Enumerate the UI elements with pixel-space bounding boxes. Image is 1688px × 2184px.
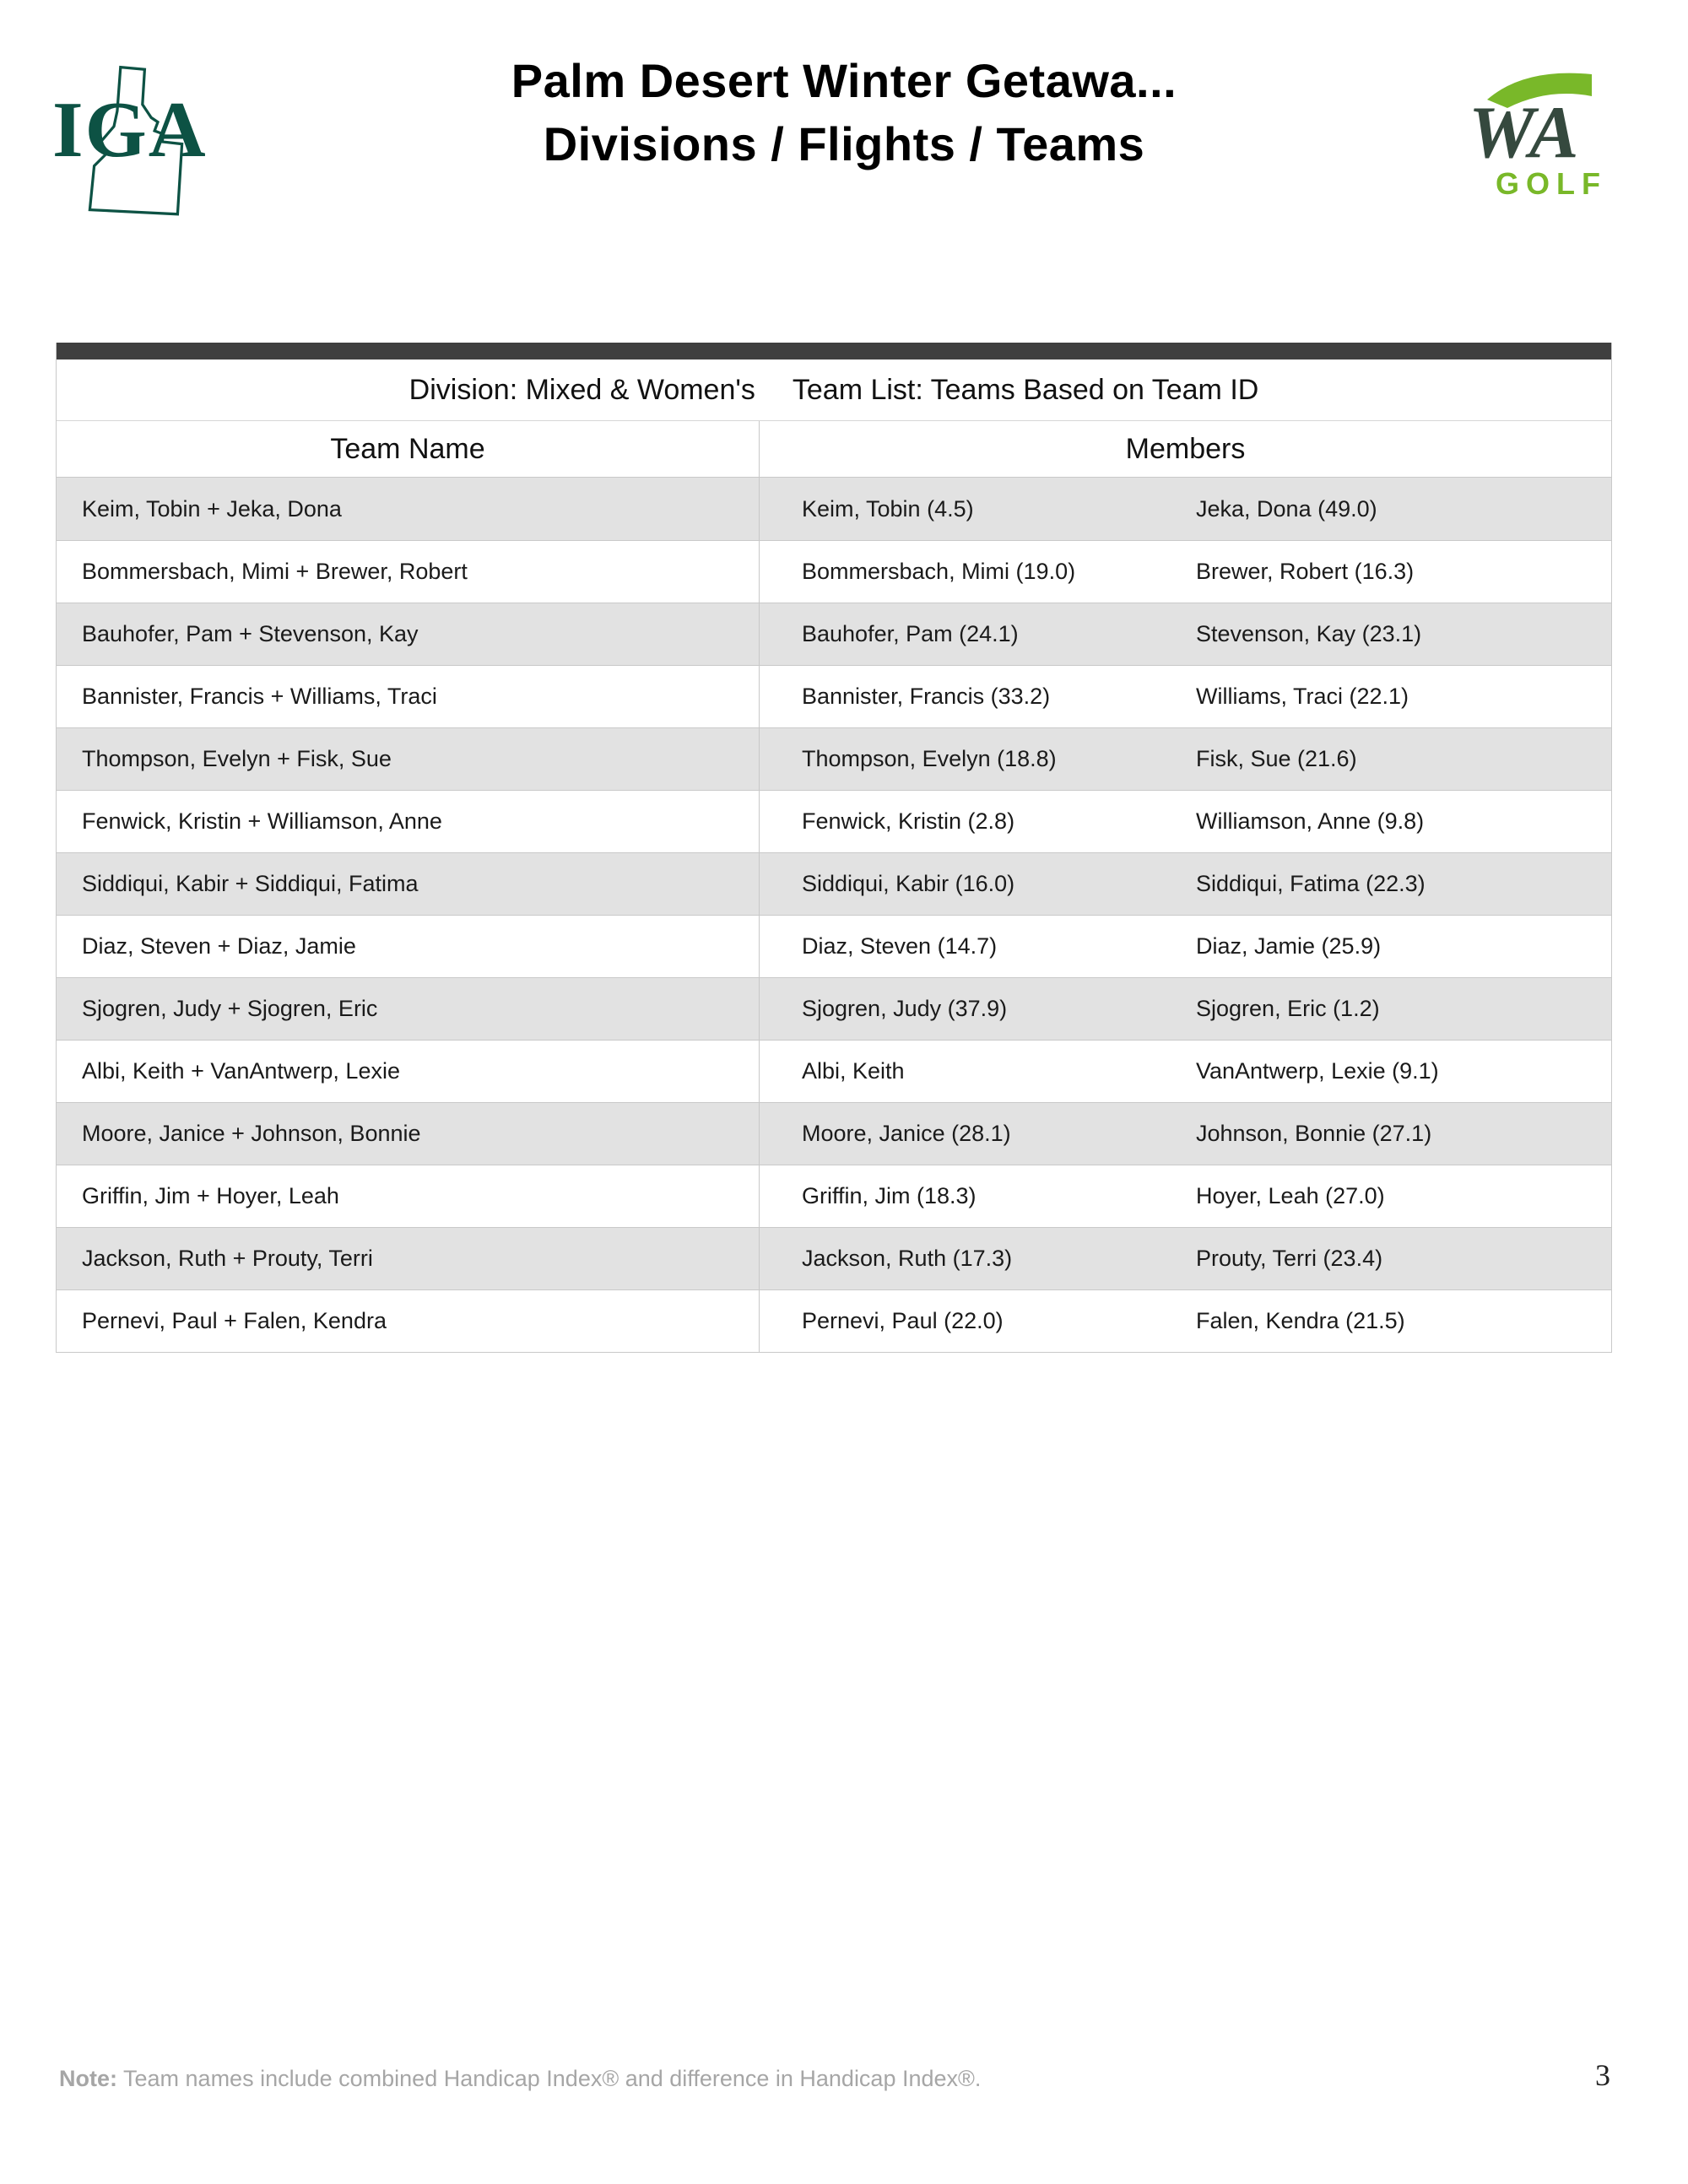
table-row <box>57 665 1611 727</box>
member1-cell: Pernevi, Paul (22.0) <box>802 1308 1004 1333</box>
team-name-cell: Sjogren, Judy + Sjogren, Eric <box>57 978 760 1040</box>
members-column-header: Members <box>1125 432 1246 465</box>
member1-cell: Fenwick, Kristin (2.8) <box>802 808 1015 834</box>
table-row <box>57 915 1611 977</box>
team-name-cell: Bauhofer, Pam + Stevenson, Kay <box>57 603 760 665</box>
team-name-column-header: Team Name <box>57 421 760 477</box>
wa-logo-text: WA <box>1469 92 1579 174</box>
iga-logo-text: IGA <box>52 86 208 174</box>
table-top-bar <box>57 343 1611 359</box>
member2-cell: Fisk, Sue (21.6) <box>1196 746 1357 771</box>
title-block <box>0 49 1688 176</box>
table-row <box>57 540 1611 603</box>
member1-cell: Jackson, Ruth (17.3) <box>802 1246 1013 1271</box>
member2-cell: Sjogren, Eric (1.2) <box>1196 996 1380 1021</box>
member2-cell: Stevenson, Kay (23.1) <box>1196 621 1422 646</box>
member1-cell: Moore, Janice (28.1) <box>802 1121 1011 1146</box>
member2-cell: Williams, Traci (22.1) <box>1196 684 1409 709</box>
member1-cell: Griffin, Jim (18.3) <box>802 1183 977 1208</box>
team-name-cell: Siddiqui, Kabir + Siddiqui, Fatima <box>57 853 760 915</box>
table-row <box>57 977 1611 1040</box>
team-name-cell: Griffin, Jim + Hoyer, Leah <box>57 1165 760 1227</box>
member1-cell: Bommersbach, Mimi (19.0) <box>802 559 1076 584</box>
member2-cell: VanAntwerp, Lexie (9.1) <box>1196 1058 1439 1084</box>
teams-table <box>56 343 1612 1353</box>
table-row <box>57 1102 1611 1165</box>
table-row <box>57 603 1611 665</box>
team-name-cell: Fenwick, Kristin + Williamson, Anne <box>57 791 760 852</box>
team-name-cell: Thompson, Evelyn + Fisk, Sue <box>57 728 760 790</box>
member2-cell: Hoyer, Leah (27.0) <box>1196 1183 1385 1208</box>
member2-cell: Falen, Kendra (21.5) <box>1196 1308 1405 1333</box>
team-name-cell: Pernevi, Paul + Falen, Kendra <box>57 1290 760 1352</box>
table-row <box>57 1227 1611 1289</box>
table-row <box>57 790 1611 852</box>
member1-cell: Sjogren, Judy (37.9) <box>802 996 1008 1021</box>
table-row <box>57 727 1611 790</box>
member1-cell: Bannister, Francis (33.2) <box>802 684 1051 709</box>
table-row <box>57 478 1611 540</box>
footnote-label: Note: <box>59 2066 117 2091</box>
team-name-cell: Albi, Keith + VanAntwerp, Lexie <box>57 1041 760 1102</box>
footnote-text: Team names include combined Handicap Index® and difference in Handicap Index®. <box>117 2066 982 2091</box>
team-name-cell: Diaz, Steven + Diaz, Jamie <box>57 916 760 977</box>
table-row <box>57 852 1611 915</box>
page-number: 3 <box>1595 2058 1610 2092</box>
team-list-label: Team List: Teams Based on Team ID <box>792 373 1259 406</box>
team-name-cell: Bannister, Francis + Williams, Traci <box>57 666 760 727</box>
table-row <box>57 1040 1611 1102</box>
member2-cell: Prouty, Terri (23.4) <box>1196 1246 1383 1271</box>
footnote <box>59 2066 981 2092</box>
team-name-cell: Keim, Tobin + Jeka, Dona <box>57 478 760 540</box>
member1-cell: Bauhofer, Pam (24.1) <box>802 621 1019 646</box>
table-row <box>57 1289 1611 1352</box>
page-title: Palm Desert Winter Getawa... <box>511 54 1177 107</box>
member2-cell: Johnson, Bonnie (27.1) <box>1196 1121 1432 1146</box>
team-name-cell: Bommersbach, Mimi + Brewer, Robert <box>57 541 760 603</box>
division-header-row <box>57 359 1611 420</box>
member2-cell: Diaz, Jamie (25.9) <box>1196 933 1382 959</box>
golf-logo-text: GOLF <box>1496 166 1607 201</box>
member1-cell: Thompson, Evelyn (18.8) <box>802 746 1057 771</box>
member2-cell: Brewer, Robert (16.3) <box>1196 559 1415 584</box>
wa-golf-logo <box>1458 66 1610 205</box>
team-name-cell: Moore, Janice + Johnson, Bonnie <box>57 1103 760 1165</box>
table-body <box>57 478 1611 1352</box>
member2-cell: Williamson, Anne (9.8) <box>1196 808 1425 834</box>
page-subtitle: Divisions / Flights / Teams <box>543 117 1145 171</box>
table-row <box>57 1165 1611 1227</box>
column-header-row <box>57 420 1611 478</box>
team-name-cell: Jackson, Ruth + Prouty, Terri <box>57 1228 760 1289</box>
member1-cell: Diaz, Steven (14.7) <box>802 933 998 959</box>
member1-cell: Siddiqui, Kabir (16.0) <box>802 871 1015 896</box>
member1-cell: Keim, Tobin (4.5) <box>802 495 974 522</box>
member2-cell: Jeka, Dona (49.0) <box>1196 495 1377 522</box>
member1-cell: Albi, Keith <box>802 1058 905 1084</box>
member2-cell: Siddiqui, Fatima (22.3) <box>1196 871 1426 896</box>
wa-golf-logo-icon <box>1458 66 1610 205</box>
division-label: Division: Mixed & Women's <box>408 373 755 406</box>
